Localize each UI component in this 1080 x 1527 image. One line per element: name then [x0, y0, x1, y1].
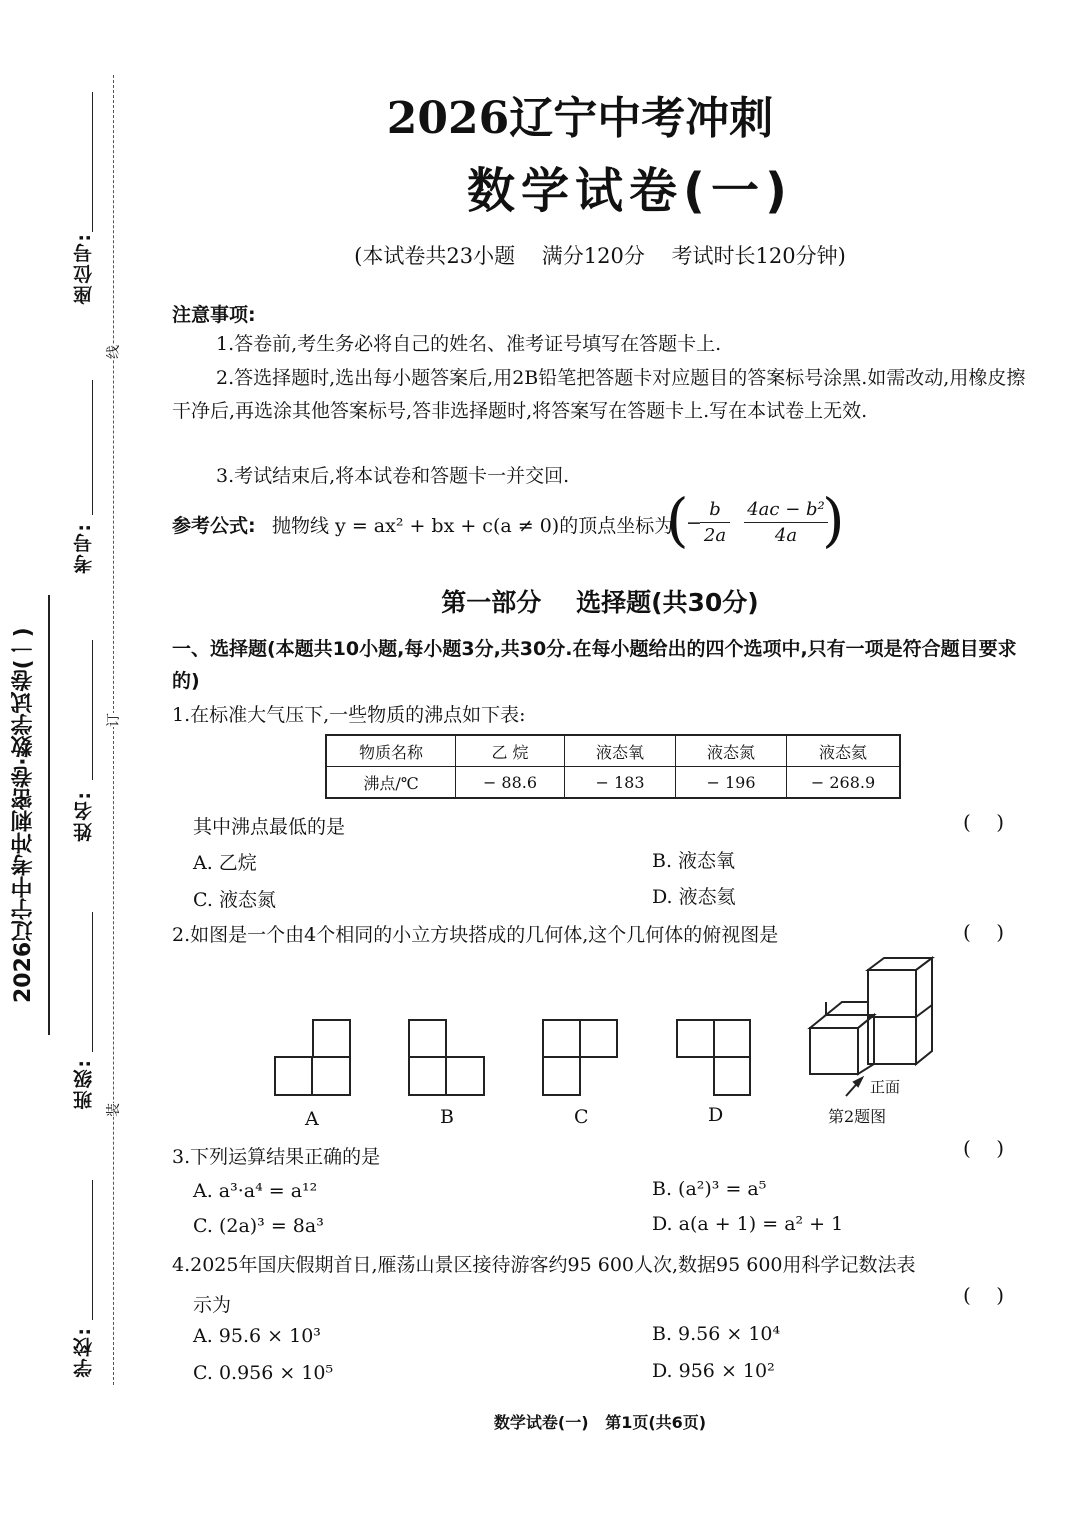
notice-item-1: 1.答卷前,考生务必将自己的姓名、准考证号填写在答题卡上.	[216, 333, 722, 355]
formula-label: 参考公式:	[172, 515, 256, 537]
seat-number-label: 座位号:	[73, 232, 95, 305]
vertex-x-numerator: b	[700, 498, 730, 523]
formula-vertex-x	[700, 498, 730, 549]
q3-stem: 3.下列运算结果正确的是	[172, 1146, 381, 1168]
q2-option-b-figure[interactable]	[409, 1020, 484, 1095]
q2-option-a-label[interactable]: A	[305, 1108, 319, 1130]
name-label: 姓名:	[73, 790, 95, 842]
formula-right-paren: )	[822, 486, 845, 554]
table-cell: 物质名称	[326, 735, 456, 767]
q4-option-d[interactable]: D. 956 × 10²	[652, 1360, 775, 1382]
notice-item-3: 3.考试结束后,将本试卷和答题卡一并交回.	[216, 465, 570, 487]
q3-option-d[interactable]: D. a(a + 1) = a² + 1	[652, 1213, 844, 1235]
q3-option-c[interactable]: C. (2a)³ = 8a³	[193, 1215, 324, 1237]
exam-title: 2026辽宁中考冲刺	[386, 93, 774, 144]
table-cell: 液态氮	[676, 735, 787, 767]
section-title: 第一部分 选择题(共30分)	[441, 588, 759, 617]
exam-subtitle: 数学试卷(一)	[467, 163, 793, 219]
q1-option-d[interactable]: D. 液态氦	[652, 886, 736, 908]
q1-prompt: 其中沸点最低的是	[193, 816, 346, 838]
spine-title: 2026辽宁中考冲刺密卷·数学试卷(一)	[8, 595, 50, 1035]
cut-line	[113, 75, 114, 1385]
section-intro: 一、选择题(本题共10小题,每小题3分,共30分.在每小题给出的四个选项中,只有一项是符合题目要求的)	[172, 638, 1017, 692]
exam-number-label: 考号:	[73, 522, 95, 574]
q4-stem-line1: 4.2025年国庆假期首日,雁荡山景区接待游客约95 600人次,数据95 600用科学记数法表	[172, 1254, 916, 1276]
vertex-x-denominator: 2a	[703, 525, 727, 546]
page-footer: 数学试卷(一) 第1页(共6页)	[493, 1413, 707, 1432]
q4-option-b[interactable]: B. 9.56 × 10⁴	[652, 1323, 781, 1345]
q2-figure	[260, 950, 980, 1130]
q2-stem: 2.如图是一个由4个相同的小立方块搭成的几何体,这个几何体的俯视图是	[172, 924, 779, 946]
q1-option-c[interactable]: C. 液态氮	[193, 889, 276, 911]
cut-mark-staple: 订	[101, 713, 125, 727]
q3-option-a[interactable]: A. a³·a⁴ = a¹²	[193, 1180, 318, 1202]
q2-front-label: 正面	[870, 1078, 901, 1096]
q3-option-b[interactable]: B. (a²)³ = a⁵	[652, 1178, 767, 1200]
exam-info: (本试卷共23小题 满分120分 考试时长120分钟)	[354, 244, 846, 268]
table-cell: − 268.9	[787, 767, 901, 799]
formula-vertex-y	[744, 498, 828, 549]
table-row	[326, 735, 900, 767]
table-cell: 液态氦	[787, 735, 901, 767]
q4-stem-line2: 示为	[193, 1294, 232, 1316]
notice-item-2: 2.答选择题时,选出每小题答案后,用2B铅笔把答题卡对应题目的答案标号涂黑.如需改动,用橡皮擦干净后,再选涂其他答案标号,答非选择题时,将答案写在答题卡上.写在本试卷上无效.	[172, 367, 1026, 422]
boiling-point-table	[325, 734, 901, 799]
table-cell: 沸点/℃	[326, 767, 456, 799]
cut-mark-bind: 装	[101, 1103, 125, 1117]
q2-option-c-figure[interactable]	[543, 1020, 617, 1095]
q1-stem: 1.在标准大气压下,一些物质的沸点如下表:	[172, 704, 526, 726]
q1-option-a[interactable]: A. 乙烷	[193, 852, 257, 874]
table-row	[326, 767, 900, 799]
q2-answer-blank[interactable]: ( )	[963, 920, 1005, 944]
q3-answer-blank[interactable]: ( )	[963, 1136, 1005, 1160]
q2-option-d-figure[interactable]	[677, 1020, 750, 1095]
name-line[interactable]	[92, 640, 93, 780]
notice-heading: 注意事项:	[172, 304, 256, 326]
table-cell: − 88.6	[456, 767, 565, 799]
q4-option-c[interactable]: C. 0.956 × 10⁵	[193, 1362, 334, 1384]
q4-answer-blank[interactable]: ( )	[963, 1283, 1005, 1307]
table-cell: − 183	[565, 767, 676, 799]
formula-left-paren: (	[666, 486, 689, 554]
school-line[interactable]	[92, 1180, 93, 1320]
cut-mark-line: 线	[101, 345, 125, 359]
table-cell: 液态氧	[565, 735, 676, 767]
q2-option-a-figure[interactable]	[275, 1020, 350, 1095]
table-cell: − 196	[676, 767, 787, 799]
q2-option-b-label[interactable]: B	[440, 1106, 454, 1128]
q2-figure-caption: 第2题图	[828, 1107, 887, 1126]
q4-option-a[interactable]: A. 95.6 × 10³	[193, 1325, 321, 1347]
formula-text: 抛物线 y = ax² + bx + c(a ≠ 0)的顶点坐标为	[272, 515, 674, 537]
class-label: 班级:	[73, 1058, 95, 1110]
vertex-y-denominator: 4a	[774, 525, 798, 546]
q2-option-d-label[interactable]: D	[708, 1104, 724, 1126]
q2-option-c-label[interactable]: C	[574, 1106, 589, 1128]
formula-minus: −	[686, 512, 702, 534]
vertex-y-numerator: 4ac − b²	[744, 498, 828, 523]
table-cell: 乙 烷	[456, 735, 565, 767]
class-line[interactable]	[92, 912, 93, 1052]
school-label: 学校:	[73, 1326, 95, 1378]
q1-answer-blank[interactable]: ( )	[963, 810, 1005, 834]
exam-number-line[interactable]	[92, 380, 93, 515]
q1-option-b[interactable]: B. 液态氧	[652, 850, 736, 872]
